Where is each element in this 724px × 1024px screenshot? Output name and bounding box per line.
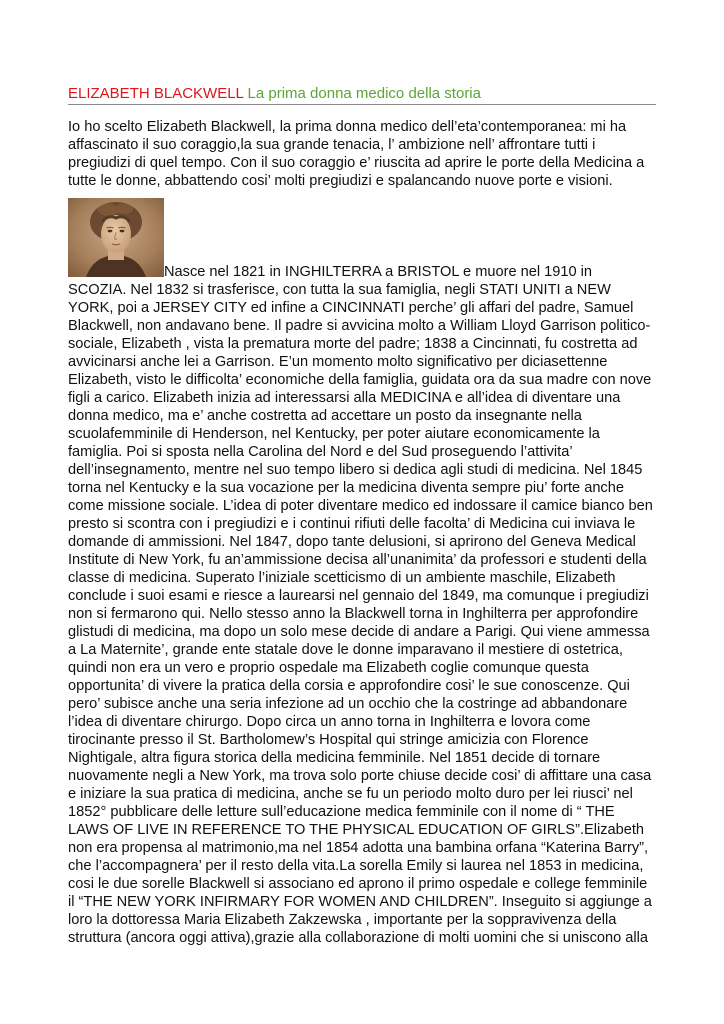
body-line: pero’ subisce anche una seria infezione ad un occhio che la costringe ad abbandonare bbox=[68, 696, 628, 712]
body-line: famiglia. Poi si sposta nella Carolina del Nord e del Sud proseguendo l’attivita’ bbox=[68, 444, 573, 460]
body-line: Blackwell, non andavano bene. Il padre si avvicina molto a William Lloyd Garrison politico- bbox=[68, 318, 651, 334]
intro-line: pregiudizi di quel tempo. Con il suo coraggio e’ riuscita ad aprire le porte della Medicina a bbox=[68, 155, 645, 171]
body-line: a La Maternite’, grande ente statale dove le donne imparavano il mestiere di ostetrica, bbox=[68, 642, 623, 658]
body-line-first: Nasce nel 1821 in INGHILTERRA a BRISTOL e muore nel 1910 in bbox=[164, 264, 593, 280]
body-line: torna nel Kentucky e la sua vocazione per la medicina diventa sempre piu’ forte anche bbox=[68, 480, 624, 496]
body-line: non era propensa al matrimonio,ma nel 1854 adotta una bambina orfana “Katerina Barry”, bbox=[68, 840, 649, 856]
body-line: YORK, poi a JERSEY CITY ed infine a CINCINNATI perche’ gli affari del padre, Samuel bbox=[68, 300, 634, 316]
body-line: glistudi di medicina, ma dopo un solo mese decide di andare a Parigi. Qui viene ammessa bbox=[68, 624, 650, 640]
intro-line: tutte le donne, abbattendo cosi’ molti pregiudizi e spalancando nuove porte e visioni. bbox=[68, 173, 613, 189]
body-line: cosi le due sorelle Blackwell si associano ed aprono il primo ospedale e college femminile bbox=[68, 876, 648, 892]
body-line: scuolafemminile di Henderson, nel Kentucky, per poter aiutare economicamente la bbox=[68, 426, 600, 442]
body-line: struttura (ancora oggi attiva),grazie alla collaborazione di molti uomini che si uniscono alla bbox=[68, 930, 648, 946]
body-line: e iniziare la sua pratica di medicina, anche se fu un periodo molto duro per lei riusci’ nel bbox=[68, 786, 633, 802]
body-line: quindi non era un vero e proprio ospedale ma Elizabeth coglie comunque questa bbox=[68, 660, 589, 676]
title-underline bbox=[68, 104, 656, 105]
body-line: conclude i suoi esami e riesce a laurearsi nel gennaio del 1849, ma comunque i pregiudizi bbox=[68, 588, 649, 604]
body-line: LAWS OF LIVE IN REFERENCE TO THE PHYSICAL EDUCATION OF GIRLS”.Elizabeth bbox=[68, 822, 645, 838]
body-line: opportunita’ di vivere la pratica della corsia e approfondire cosi’ le sue conoscenze. Qui bbox=[68, 678, 630, 694]
body-line: figli a carico. Elizabeth inizia ad interessarsi alla MEDICINA e all’idea di diventare una bbox=[68, 390, 621, 406]
body-line: avvicinarsi anche lei a Garrison. E’un momento molto significativo per diciasettenne bbox=[68, 354, 608, 370]
body-line: non si fermarono qui. Nello stesso anno la Blackwell torna in Inghilterra per approfondire bbox=[68, 606, 639, 622]
body-line: sociale, Elizabeth , vista la prematura morte del padre; 1838 a Cincinnati, fu costretta ad bbox=[68, 336, 638, 352]
portrait-photo bbox=[68, 198, 164, 277]
title-subtitle: La prima donna medico della storia bbox=[247, 85, 481, 102]
body-line: domande di ammissioni. Nel 1847, dopo tante delusioni, si aprirono del Geneva Medical bbox=[68, 534, 636, 550]
intro-line: Io ho scelto Elizabeth Blackwell, la prima donna medico dell’eta’contemporanea: mi ha bbox=[68, 119, 627, 135]
body-line: Nightigale, altra figura storica della medicina femminile. Nel 1851 decide di tornare bbox=[68, 750, 601, 766]
body-line: presto si scontra con i pregiudizi e i continui rifiuti delle facolta’ di Medicina cui inviava le bbox=[68, 516, 636, 532]
body-line: tirocinante presso il St. Bartholomew’s Hospital qui stringe amicizia con Florence bbox=[68, 732, 589, 748]
body-line: che l’accompagnera’ per il resto della vita.La sorella Emily si laurea nel 1853 in medicina, bbox=[68, 858, 644, 874]
intro-line: affascinato il suo coraggio,la sua grande tenacia, l’ ambizione nell’ affrontare tutti i bbox=[68, 137, 596, 153]
title-name: ELIZABETH BLACKWELL bbox=[68, 85, 244, 102]
body-line: l’idea di diventare chirurgo. Dopo circa un anno torna in Inghilterra e lovora come bbox=[68, 714, 591, 730]
body-line: nuovamente negli a New York, ma trova solo porte chiuse decide cosi’ di affittare una casa bbox=[68, 768, 652, 784]
body-line: donna medico, ma e’ anche costretta ad accettare un posto da insegnante nella bbox=[68, 408, 582, 424]
body-line: il “THE NEW YORK INFIRMARY FOR WOMEN AND CHILDREN”. Inseguito si aggiunge a bbox=[68, 894, 652, 910]
body-line: SCOZIA. Nel 1832 si trasferisce, con tutta la sua famiglia, negli STATI UNITI a NEW bbox=[68, 282, 611, 298]
body-line: loro la dottoressa Maria Elizabeth Zakzewska , importante per la soppravivenza della bbox=[68, 912, 617, 928]
body-line: 1852° pubblicare delle letture sull’educazione medica femminile con il nome di “ THE bbox=[68, 804, 615, 820]
body-line: Institute di New York, fu an’ammissione decisa all’unanimita’ da professori e studenti della bbox=[68, 552, 647, 568]
body-line: dell’insegnamento, mentre nel suo tempo libero si dedica agli studi di medicina. Nel 1845 bbox=[68, 462, 643, 478]
body-line: classe di medicina. Superato l’iniziale scetticismo di un ambiente maschile, Elizabeth bbox=[68, 570, 616, 586]
body-line: come missione sociale. L’idea di poter diventare medico ed indossare il camice bianco ben bbox=[68, 498, 653, 514]
body-line: Elizabeth, visto le difficolta’ economiche della famiglia, guidata ora da sua madre con nove bbox=[68, 372, 652, 388]
